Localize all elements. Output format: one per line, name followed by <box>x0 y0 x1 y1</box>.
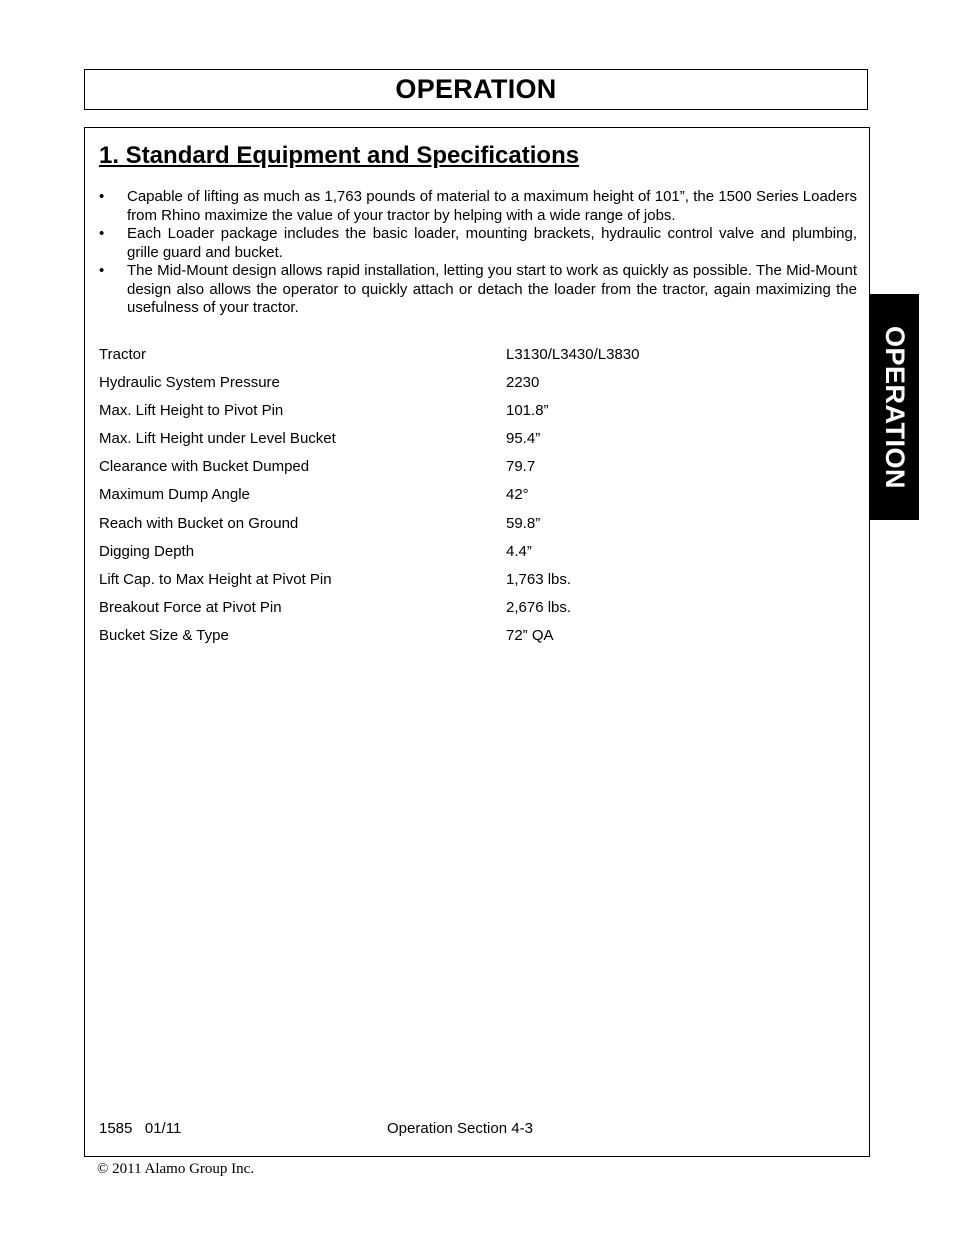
spec-label: Max. Lift Height to Pivot Pin <box>99 402 284 420</box>
feature-item <box>99 225 857 262</box>
spec-value: 79.7 <box>506 458 536 476</box>
header-title: OPERATION <box>395 74 557 104</box>
spec-row <box>99 486 799 514</box>
spec-row <box>99 402 799 430</box>
spec-label: Max. Lift Height under Level Bucket <box>99 430 336 448</box>
spec-value: 42° <box>506 486 529 504</box>
feature-item <box>99 188 857 225</box>
spec-row <box>99 430 799 458</box>
spec-table <box>99 346 799 655</box>
bullet-icon: • <box>99 262 105 279</box>
footer-doc-number: 1585 01/11 <box>99 1120 182 1137</box>
spec-row <box>99 571 799 599</box>
spec-value: 95.4” <box>506 430 541 448</box>
section-heading: 1. Standard Equipment and Specifications <box>99 142 580 169</box>
spec-value: 4.4” <box>506 542 532 560</box>
feature-text: Capable of lifting as much as 1,763 pounds of material to a maximum height of 101”, the 1500 Series Loaders from Rhino maximize the value of your tractor by helping with a wide range of jobs. <box>127 188 857 224</box>
spec-row <box>99 599 799 627</box>
bullet-icon: • <box>99 188 105 205</box>
bullet-icon: • <box>99 225 105 242</box>
spec-label: Maximum Dump Angle <box>99 486 250 504</box>
page-header <box>84 69 868 110</box>
spec-label: Clearance with Bucket Dumped <box>99 458 310 476</box>
spec-row <box>99 346 799 374</box>
feature-item <box>99 262 857 318</box>
spec-label: Hydraulic System Pressure <box>99 374 280 392</box>
spec-value: 59.8” <box>506 514 541 532</box>
spec-value: 2,676 lbs. <box>506 598 572 616</box>
spec-label: Bucket Size & Type <box>99 626 229 644</box>
spec-value: 101.8” <box>506 402 549 420</box>
spec-value: 72” QA <box>506 626 554 644</box>
spec-label: Reach with Bucket on Ground <box>99 514 299 532</box>
side-section-tab <box>869 294 919 520</box>
spec-label: Breakout Force at Pivot Pin <box>99 598 282 616</box>
spec-value: 2230 <box>506 374 540 392</box>
spec-label: Digging Depth <box>99 542 195 560</box>
spec-label: Tractor <box>99 346 146 363</box>
spec-label: Lift Cap. to Max Height at Pivot Pin <box>99 570 332 588</box>
spec-row <box>99 515 799 543</box>
spec-row <box>99 543 799 571</box>
copyright-notice: © 2011 Alamo Group Inc. <box>97 1161 255 1177</box>
side-tab-label: OPERATION <box>879 325 910 489</box>
feature-text: The Mid-Mount design allows rapid installation, letting you start to work as quickly as possible. The Mid-Mount design also allows the operator to quickly attach or detach the loader from the tractor, again maximizing the usefulness of your tractor. <box>127 262 857 316</box>
spec-value: L3130/L3430/L3830 <box>506 346 640 363</box>
content-panel <box>84 127 870 1157</box>
feature-list <box>99 188 857 318</box>
spec-value: 1,763 lbs. <box>506 570 572 588</box>
footer-page-label: Operation Section 4-3 <box>387 1120 533 1137</box>
feature-text: Each Loader package includes the basic loader, mounting brackets, hydraulic control valve and plumbing, grille guard and bucket. <box>127 225 857 261</box>
spec-row <box>99 458 799 486</box>
spec-row <box>99 627 799 655</box>
spec-row <box>99 374 799 402</box>
